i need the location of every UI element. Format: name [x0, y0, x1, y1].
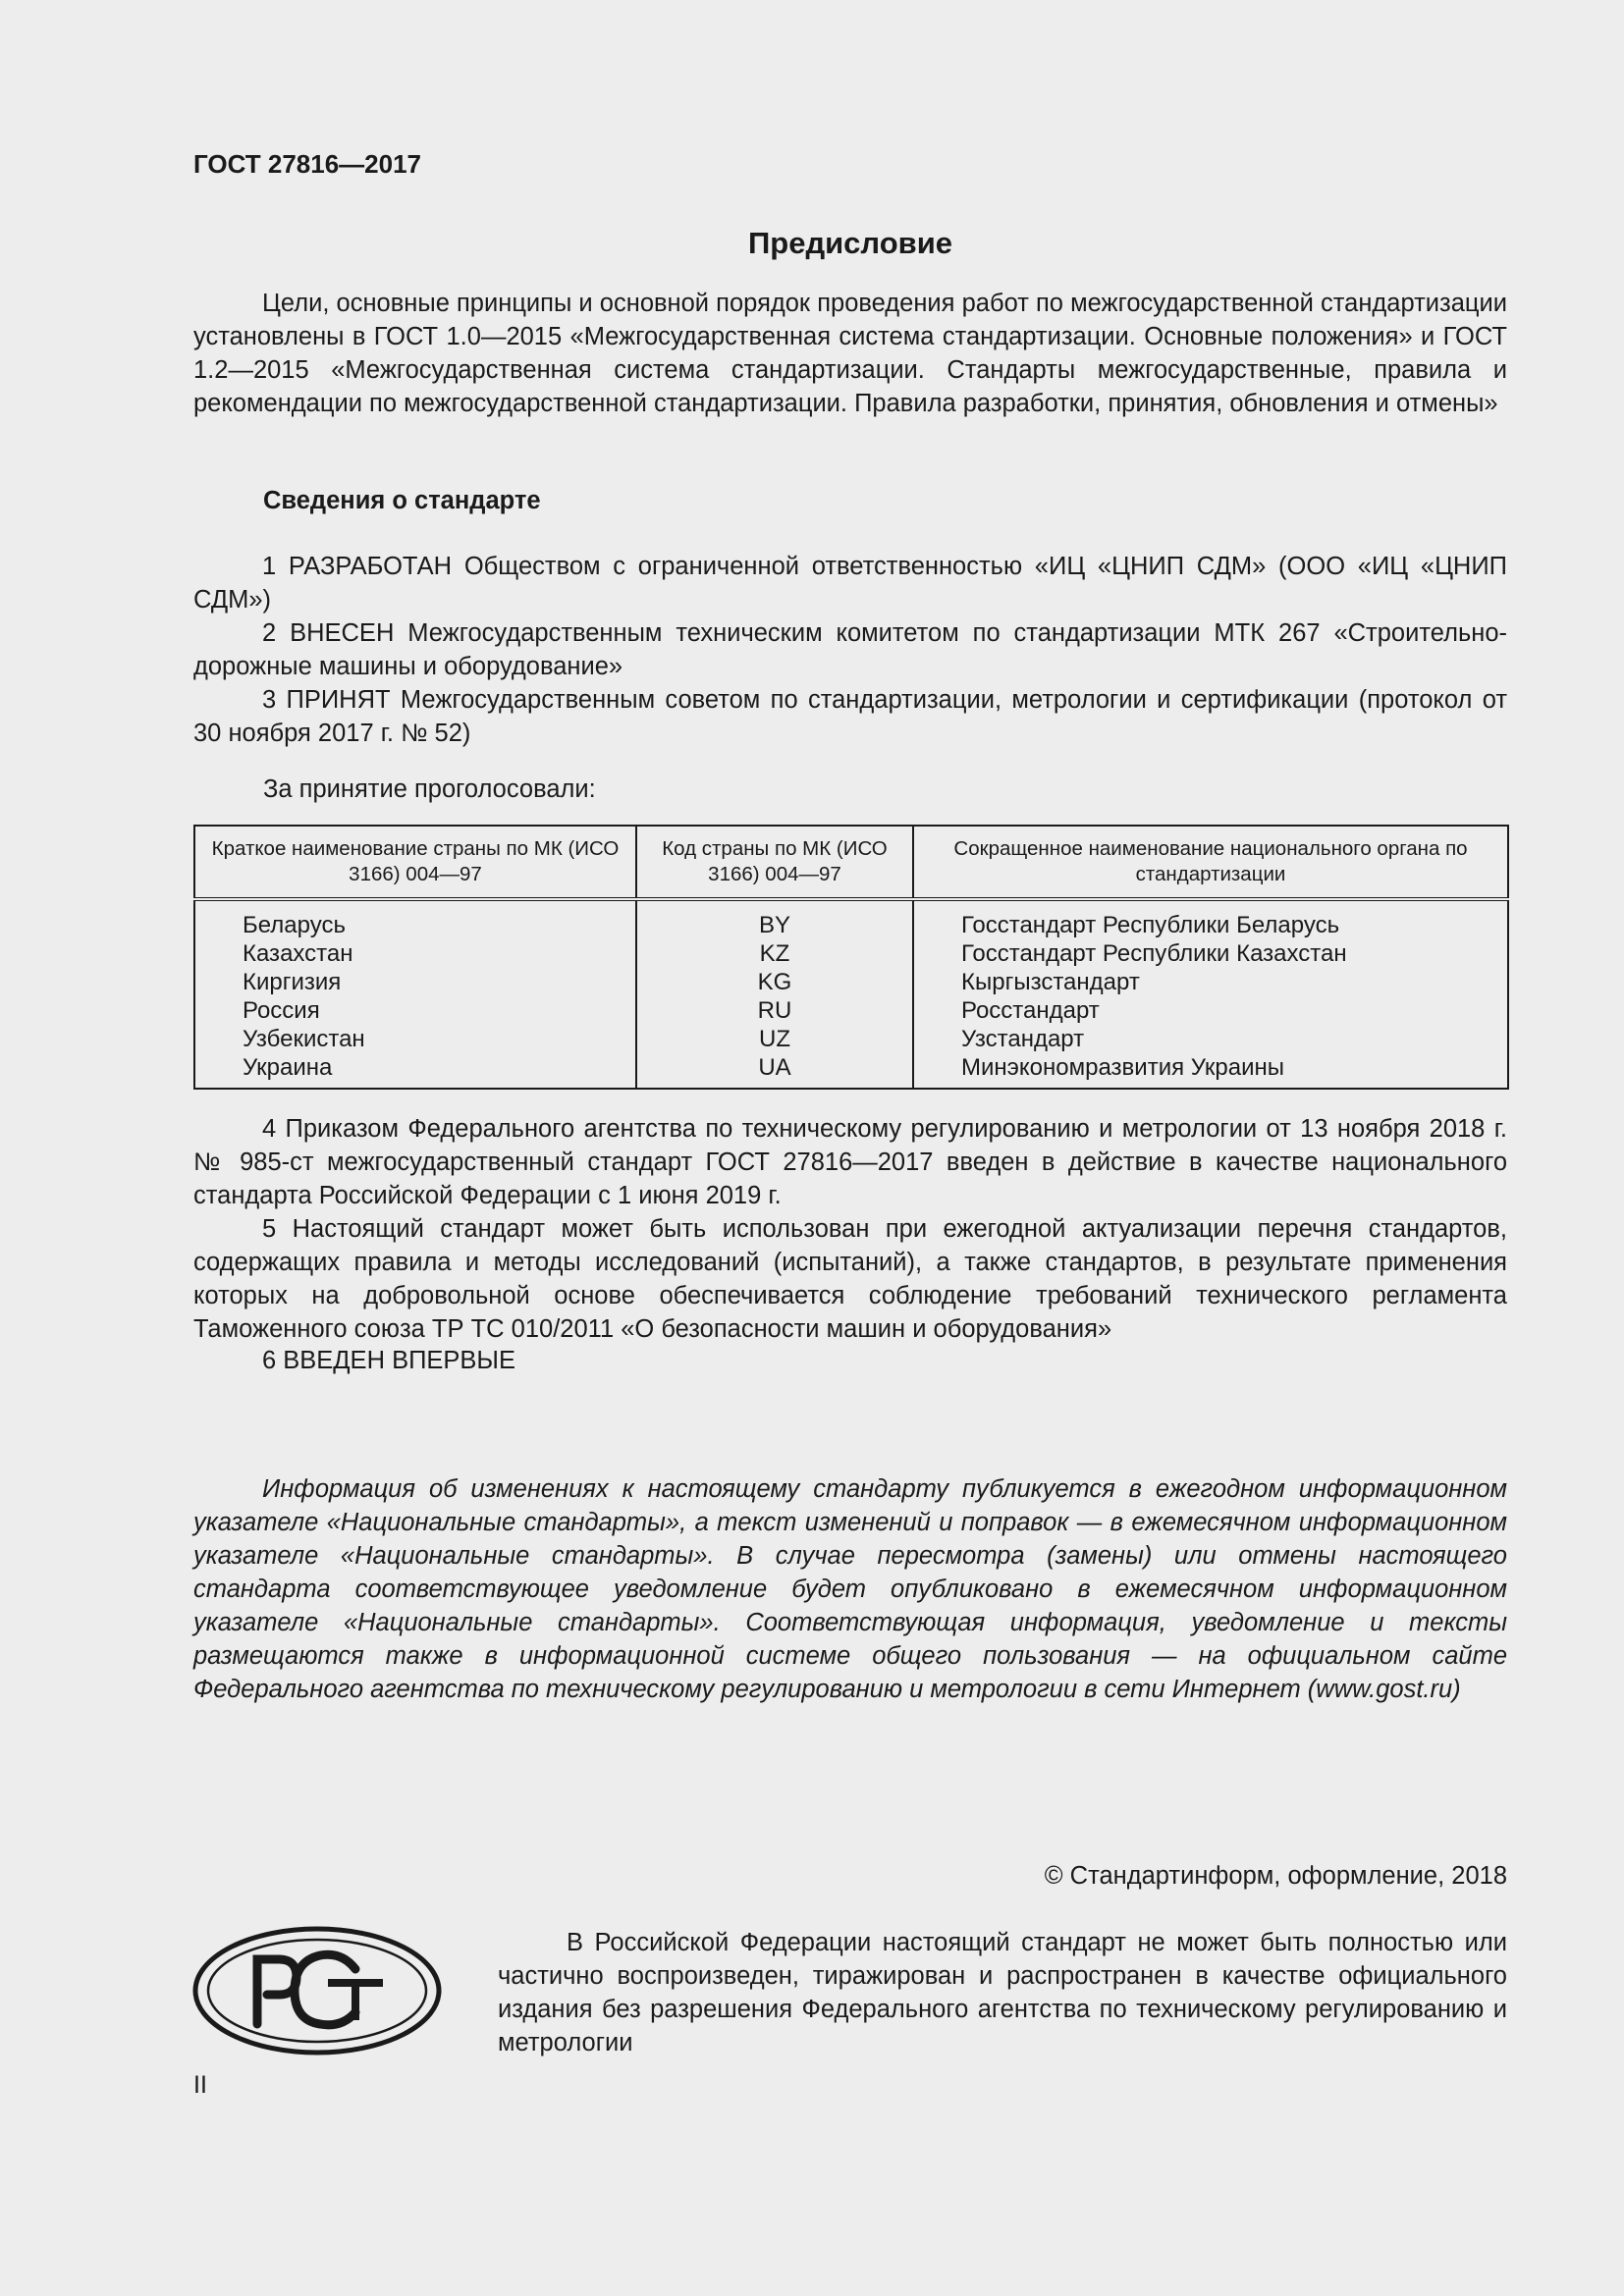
document-code: ГОСТ 27816—2017 [193, 149, 421, 179]
rst-logo [192, 1926, 442, 2056]
country-name: Казахстан [194, 939, 636, 968]
country-code: UZ [636, 1025, 913, 1053]
item-4-enacted: 4 Приказом Федерального агентства по техническому регулированию и метрологии от 13 ноября 2018 г. № 985-ст межгосударственный стандарт ГОСТ 27816—2017 введен в действие в качестве национального стандарта Российской Федерации с 1 июня 2019 г. [193, 1115, 1507, 1209]
country-code: RU [636, 996, 913, 1025]
voted-label: За принятие проголосовали: [263, 775, 596, 803]
table-row [194, 939, 1508, 968]
country-code: UA [636, 1053, 913, 1089]
column-header-country: Краткое наименование страны по МК (ИСО 3166) 004—97 [194, 826, 636, 899]
copyright-line: © Стандартинформ, оформление, 2018 [1044, 1862, 1507, 1890]
table-row [194, 899, 1508, 939]
column-header-code: Код страны по МК (ИСО 3166) 004—97 [636, 826, 913, 899]
authority-name: Госстандарт Республики Беларусь [961, 912, 1340, 938]
country-name: Беларусь [194, 899, 636, 939]
country-code: KZ [636, 939, 913, 968]
country-name: Украина [194, 1053, 636, 1089]
page-number: II [193, 2071, 207, 2099]
authority-name: Минэкономразвития Украины [961, 1054, 1285, 1081]
country-code: KG [636, 968, 913, 996]
rights-notice: В Российской Федерации настоящий стандарт не может быть полностью или частично воспроизведен, тиражирован и распространен в качестве официального издания без разрешения Федерального агентства по техническому регулированию и метрологии [498, 1929, 1507, 2056]
authority-name: Кыргызстандарт [961, 969, 1140, 995]
country-code: BY [636, 899, 913, 939]
item-5-usage: 5 Настоящий стандарт может быть использован при ежегодной актуализации перечня стандартов, содержащих правила и методы исследований (испытаний), а также стандартов, в результате применения которых на добровольной основе обеспечивается соблюдение требований технического регламента Таможенного союза ТР ТС 010/2011 «О безопасности машин и оборудования» [193, 1215, 1507, 1343]
table-header-row [194, 826, 1508, 899]
country-name: Киргизия [194, 968, 636, 996]
table-row [194, 996, 1508, 1025]
table-row [194, 968, 1508, 996]
voting-countries-table [193, 825, 1509, 1090]
item-3-adopted: 3 ПРИНЯТ Межгосударственным советом по стандартизации, метрологии и сертификации (протокол от 30 ноября 2017 г. № 52) [193, 686, 1507, 747]
table-row [194, 1053, 1508, 1089]
info-heading: Сведения о стандарте [263, 487, 541, 514]
country-name: Узбекистан [194, 1025, 636, 1053]
item-1-developed: 1 РАЗРАБОТАН Обществом с ограниченной ответственностью «ИЦ «ЦНИП СДМ» (ООО «ИЦ «ЦНИП СДМ») [193, 553, 1507, 614]
rst-logo-icon [192, 1926, 442, 2056]
authority-name: Госстандарт Республики Казахстан [961, 940, 1347, 967]
country-name: Россия [194, 996, 636, 1025]
authority-name: Росстандарт [961, 997, 1100, 1024]
item-6-introduced: 6 ВВЕДЕН ВПЕРВЫЕ [262, 1347, 516, 1374]
column-header-authority: Сокращенное наименование национального органа по стандартизации [913, 826, 1508, 899]
intro-paragraph: Цели, основные принципы и основной порядок проведения работ по межгосударственной стандартизации установлены в ГОСТ 1.0—2015 «Межгосударственная система стандартизации. Основные положения» и ГОСТ 1.2—2015 «Межгосударственная система стандартизации. Стандарты межгосударственные, правила и рекомендации по межгосударственной стандартизации. Правила разработки, принятия, обновления и отмены» [193, 290, 1507, 417]
page-title: Предисловие [747, 226, 952, 260]
authority-name: Узстандарт [961, 1026, 1085, 1052]
table-row [194, 1025, 1508, 1053]
changes-notice: Информация об изменениях к настоящему стандарту публикуется в ежегодном информационном указателе «Национальные стандарты», а текст изменений и поправок — в ежемесячном информационном указателе «Национальные стандарты». В случае пересмотра (замены) или отмены настоящего стандарта соответствующее уведомление будет опубликовано в ежемесячном информационном указателе «Национальные стандарты». Соответствующая информация, уведомление и тексты размещаются также в информационной системе общего пользования — на официальном сайте Федерального агентства по техническому регулированию и метрологии в сети Интернет (www.gost.ru) [193, 1475, 1507, 1703]
item-2-submitted: 2 ВНЕСЕН Межгосударственным техническим комитетом по стандартизации МТК 267 «Строительно-дорожные машины и оборудование» [193, 619, 1507, 680]
